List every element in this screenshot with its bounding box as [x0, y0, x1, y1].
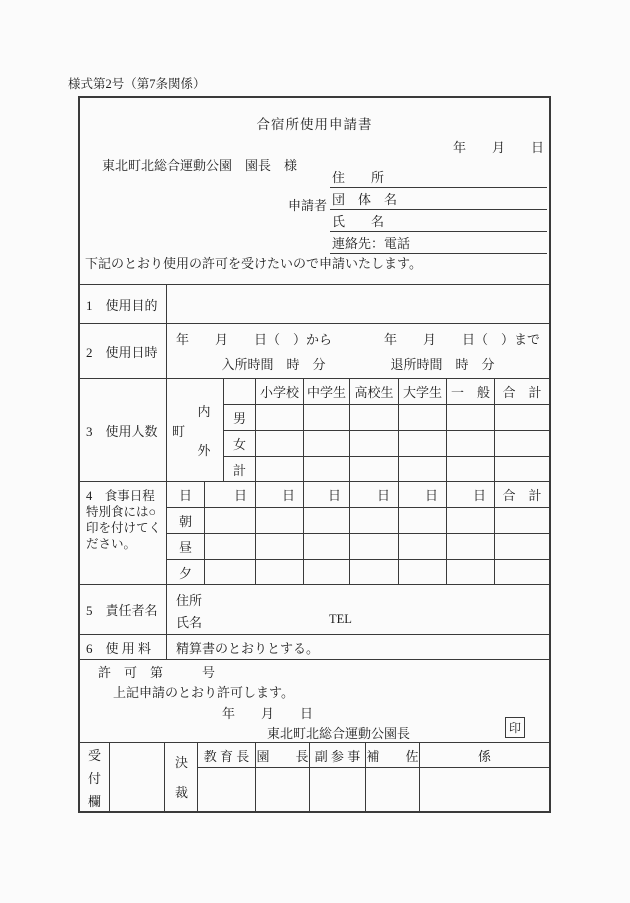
empty-cell	[446, 533, 494, 559]
empty-cell	[446, 559, 494, 584]
people-col-header: 大学生	[398, 379, 446, 404]
row-meals	[80, 482, 549, 585]
empty-cell	[398, 559, 446, 584]
meals-day-header: 日	[255, 482, 303, 507]
approval-header-assistant: 補 佐	[365, 743, 419, 768]
empty-cell	[255, 507, 303, 533]
outside-label: 外	[197, 443, 211, 458]
meals-grid	[167, 482, 549, 584]
empty-cell	[494, 404, 549, 430]
addressee-line: 東北町北総合運動公園 園長 様	[102, 158, 298, 173]
empty-cell	[446, 430, 494, 456]
people-col-header: 小学校	[255, 379, 303, 404]
empty-cell	[398, 507, 446, 533]
approval-table	[80, 742, 549, 811]
empty-cell	[309, 768, 365, 811]
empty-cell	[398, 404, 446, 430]
approval-header-deputy-counselor: 副 参 事	[309, 743, 365, 768]
approval-column-cell	[164, 743, 197, 811]
applicant-address-field: 住 所	[330, 166, 547, 188]
inside-label: 内	[197, 404, 211, 419]
empty-cell	[197, 768, 255, 811]
approval-header-superintendent: 教 育 長	[197, 743, 255, 768]
empty-cell	[494, 430, 549, 456]
meals-day-header: 日	[178, 488, 192, 503]
empty-cell	[303, 456, 349, 481]
fee-value: 精算書のとおりとする。	[176, 641, 320, 656]
empty-cell	[365, 768, 419, 811]
empty-cell	[303, 533, 349, 559]
empty-cell	[204, 559, 255, 584]
row-fee	[80, 635, 549, 660]
manager-value-cell	[167, 585, 549, 634]
datetime-hours-line: 入所時間 時 分 退所時間 時 分	[221, 356, 495, 372]
purpose-value-cell	[167, 285, 549, 323]
permit-statement: 上記申請のとおり許可します。	[113, 685, 294, 700]
permit-date-line: 年 月 日	[222, 706, 314, 721]
empty-cell	[349, 404, 398, 430]
main-table	[80, 284, 549, 660]
empty-cell	[494, 559, 549, 584]
empty-cell	[255, 456, 303, 481]
empty-cell	[494, 533, 549, 559]
meals-total-header: 合 計	[494, 482, 549, 507]
manager-label: 5 責任者名	[80, 585, 167, 634]
meals-row-header-morning: 朝	[167, 507, 204, 533]
datetime-period-line: 年 月 日（ ）から 年 月 日（ ）まで	[175, 332, 540, 348]
empty-cell	[255, 559, 303, 584]
people-col-header: 一 般	[446, 379, 494, 404]
meals-row-header-evening: 夕	[167, 559, 204, 584]
applicant-fields	[330, 166, 547, 254]
town-inside-outside-cell	[167, 379, 223, 481]
applicant-phone-field: 連絡先：電話	[330, 232, 547, 254]
people-grid	[167, 379, 549, 481]
people-label: 3 使用人数	[80, 379, 167, 481]
empty-cell	[303, 430, 349, 456]
fee-value-cell	[167, 635, 549, 659]
approval-header-staff: 係	[419, 743, 549, 768]
empty-cell	[255, 430, 303, 456]
fee-label: 6 使 用 料	[80, 635, 167, 659]
row-datetime	[80, 324, 549, 379]
empty-cell	[398, 430, 446, 456]
meals-day-header: 日	[349, 482, 398, 507]
applicant-label: 申請者	[288, 198, 328, 213]
empty-cell	[303, 559, 349, 584]
empty-corner-cell	[223, 379, 255, 404]
people-row-header-female: 女	[223, 430, 255, 456]
datetime-value-cell	[167, 324, 549, 378]
row-people	[80, 379, 549, 482]
empty-cell	[398, 533, 446, 559]
approval-header-park-director: 園 長	[255, 743, 309, 768]
people-row-header-total: 計	[223, 456, 255, 481]
purpose-label: 1 使用目的	[80, 285, 167, 323]
meals-day-header: 日	[398, 482, 446, 507]
empty-cell	[349, 559, 398, 584]
empty-cell	[349, 456, 398, 481]
applicant-organization-field: 団 体 名	[330, 188, 547, 210]
reception-stamp-cell	[109, 743, 164, 811]
meals-day-header: 日	[204, 482, 255, 507]
empty-cell	[446, 456, 494, 481]
empty-cell	[494, 456, 549, 481]
permit-number-line: 許 可 第 号	[98, 665, 216, 680]
reception-column-label: 受付欄	[88, 748, 102, 809]
meals-label-cell	[80, 482, 167, 584]
empty-cell	[255, 768, 309, 811]
empty-cell	[303, 404, 349, 430]
approval-column-label: 決裁	[175, 755, 189, 800]
empty-cell	[349, 430, 398, 456]
empty-cell	[349, 507, 398, 533]
empty-cell	[446, 507, 494, 533]
meals-note: 特別食には○印を付けてください。	[86, 505, 162, 551]
meals-day-header: 日	[303, 482, 349, 507]
seal-mark: 印	[505, 717, 525, 738]
form-border-box	[78, 96, 551, 813]
application-date-line: 年 月 日	[452, 140, 544, 155]
manager-tel-label: TEL	[329, 612, 352, 626]
intro-statement: 下記のとおり使用の許可を受けたいので申請いたします。	[85, 256, 422, 271]
row-manager	[80, 585, 549, 635]
meals-day-header: 日	[446, 482, 494, 507]
empty-cell	[255, 404, 303, 430]
document-title: 合宿所使用申請書	[256, 117, 373, 132]
permit-signer-title: 東北町北総合運動公園長	[267, 726, 411, 741]
people-col-header: 高校生	[349, 379, 398, 404]
empty-cell	[255, 533, 303, 559]
empty-cell	[349, 533, 398, 559]
row-purpose	[80, 285, 549, 324]
meals-row-header-noon: 昼	[167, 533, 204, 559]
people-row-header-male: 男	[223, 404, 255, 430]
empty-cell	[419, 768, 549, 811]
empty-cell	[303, 507, 349, 533]
empty-cell	[204, 507, 255, 533]
form-number: 様式第2号（第7条関係）	[68, 77, 206, 91]
reception-column-cell	[80, 743, 109, 811]
meals-label: 4 食事日程	[86, 489, 155, 503]
datetime-label: 2 使用日時	[80, 324, 167, 378]
empty-cell	[398, 456, 446, 481]
empty-cell	[446, 404, 494, 430]
people-col-header: 合 計	[494, 379, 549, 404]
empty-cell	[204, 533, 255, 559]
manager-address-label: 住所	[176, 593, 203, 608]
town-label: 町	[172, 423, 186, 439]
applicant-name-field: 氏 名	[330, 210, 547, 232]
manager-name-label: 氏名	[176, 615, 203, 630]
people-col-header: 中学生	[303, 379, 349, 404]
empty-cell	[494, 507, 549, 533]
